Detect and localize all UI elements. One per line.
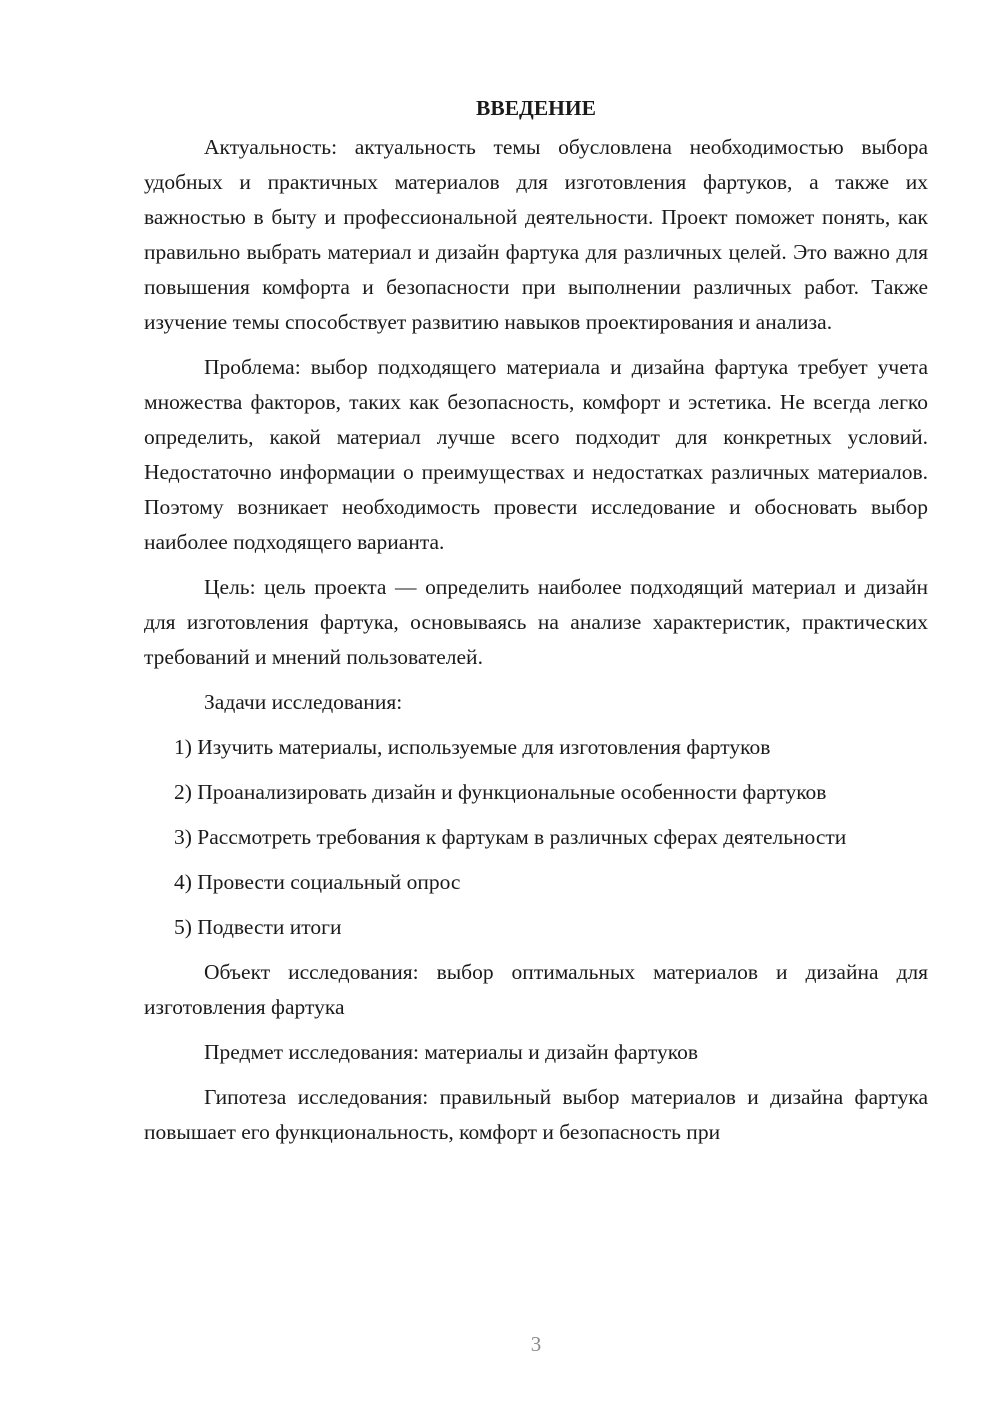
paragraph-research-object: Объект исследования: выбор оптимальных материалов и дизайна для изготовления фартука [144, 960, 928, 1019]
task-item-5: 5) Подвести итоги [174, 915, 342, 939]
page-number: 3 [530, 1332, 542, 1356]
paragraph-research-subject: Предмет исследования: материалы и дизайн фартуков [204, 1040, 699, 1064]
task-item-4: 4) Провести социальный опрос [174, 870, 461, 894]
paragraph-tasks-heading: Задачи исследования: [204, 690, 403, 714]
paragraph-relevance: Актуальность: актуальность темы обусловлена необходимостью выбора удобных и практичных материалов для изготовления фартуков, а также их важностью в быту и профессиональной деятельности. Проект поможет понять, как правильно выбрать материал и дизайн фартука для различных целей. Это важно для повышения комфорта и безопасности при выполнении различных работ. Также изучение темы способствует развитию навыков проектирования и анализа. [144, 135, 928, 334]
paragraph-hypothesis: Гипотеза исследования: правильный выбор материалов и дизайна фартука повышает его функциональность, комфорт и безопасность при [144, 1085, 928, 1144]
paragraph-goal: Цель: цель проекта — определить наиболее подходящий материал и дизайн для изготовления фартука, основываясь на анализе характеристик, практических требований и мнений пользователей. [144, 575, 928, 669]
page-body [144, 91, 928, 1160]
task-item-1: 1) Изучить материалы, используемые для изготовления фартуков [174, 735, 771, 759]
page-title: ВВЕДЕНИЕ [476, 96, 596, 120]
task-item-2: 2) Проанализировать дизайн и функциональные особенности фартуков [174, 780, 827, 804]
paragraph-problem: Проблема: выбор подходящего материала и дизайна фартука требует учета множества факторов, таких как безопасность, комфорт и эстетика. Не всегда легко определить, какой материал лучше всего подходит для конкретных условий. Недостаточно информации о преимуществах и недостатках различных материалов. Поэтому возникает необходимость провести исследование и обосновать выбор наиболее подходящего варианта. [144, 355, 928, 554]
task-item-3: 3) Рассмотреть требования к фартукам в различных сферах деятельности [174, 825, 847, 849]
